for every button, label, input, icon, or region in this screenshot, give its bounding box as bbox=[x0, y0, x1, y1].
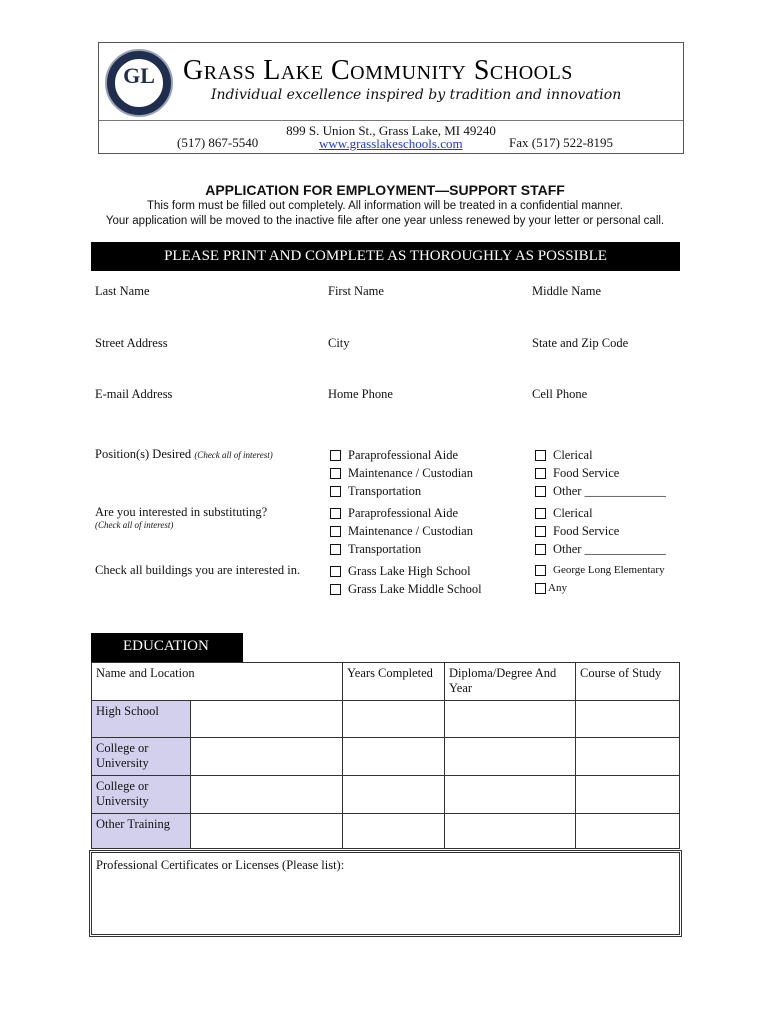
checkbox-box[interactable] bbox=[330, 566, 341, 577]
checkbox-sub-clerical[interactable] bbox=[535, 504, 666, 522]
high-school-course-cell[interactable] bbox=[576, 701, 680, 738]
college1-years-cell[interactable] bbox=[343, 738, 445, 776]
certificates-label: Professional Certificates or Licenses (Please list): bbox=[96, 858, 345, 872]
checkbox-paraprofessional-aide[interactable] bbox=[330, 446, 473, 464]
header-years-completed: Years Completed bbox=[343, 663, 445, 701]
substituting-note: (Check all of interest) bbox=[95, 520, 174, 530]
substituting-label: Are you interested in substituting? bbox=[95, 505, 268, 519]
checkbox-box[interactable] bbox=[535, 450, 546, 461]
checkbox-label: George Long Elementary bbox=[553, 564, 665, 576]
checkbox-sub-other[interactable] bbox=[535, 540, 666, 558]
positions-options-right bbox=[535, 446, 666, 500]
checkbox-box[interactable] bbox=[330, 544, 341, 555]
positions-desired-text: Position(s) Desired bbox=[95, 447, 195, 461]
college1-diploma-cell[interactable] bbox=[445, 738, 576, 776]
positions-desired-note: (Check all of interest) bbox=[194, 450, 273, 460]
last-name-field[interactable]: Last Name bbox=[95, 284, 150, 298]
school-phone: (517) 867-5540 bbox=[177, 135, 259, 150]
checkbox-label: Other _____________ bbox=[553, 483, 666, 498]
cell-phone-field[interactable]: Cell Phone bbox=[532, 387, 588, 401]
substituting-options-left bbox=[330, 504, 473, 558]
header-name-location: Name and Location bbox=[92, 663, 343, 701]
checkbox-other[interactable] bbox=[535, 482, 666, 500]
middle-name-field[interactable]: Middle Name bbox=[532, 284, 602, 298]
high-school-name-cell[interactable] bbox=[191, 701, 343, 738]
other-training-diploma-cell[interactable] bbox=[445, 814, 576, 849]
school-fax: Fax (517) 522-8195 bbox=[509, 135, 613, 150]
checkbox-box[interactable] bbox=[535, 508, 546, 519]
high-school-years-cell[interactable] bbox=[343, 701, 445, 738]
checkbox-box[interactable] bbox=[535, 526, 546, 537]
row-label-college-1: College or University bbox=[92, 738, 191, 776]
checkbox-any[interactable] bbox=[535, 579, 665, 597]
checkbox-label: Maintenance / Custodian bbox=[348, 523, 473, 538]
positions-desired-label bbox=[95, 447, 273, 462]
high-school-diploma-cell[interactable] bbox=[445, 701, 576, 738]
checkbox-box[interactable] bbox=[330, 450, 341, 461]
state-zip-field[interactable]: State and Zip Code bbox=[532, 336, 629, 350]
instructions-banner: PLEASE PRINT AND COMPLETE AS THOROUGHLY AS POSSIBLE bbox=[91, 242, 680, 271]
checkbox-label: Maintenance / Custodian bbox=[348, 465, 473, 480]
checkbox-label: Food Service bbox=[553, 465, 620, 480]
checkbox-label: Paraprofessional Aide bbox=[348, 447, 459, 462]
checkbox-label: Clerical bbox=[553, 447, 593, 462]
certificates-field[interactable] bbox=[91, 852, 680, 935]
row-label-high-school: High School bbox=[92, 701, 191, 738]
checkbox-box[interactable] bbox=[330, 486, 341, 497]
checkbox-box[interactable] bbox=[535, 565, 546, 576]
buildings-label: Check all buildings you are interested in. bbox=[95, 563, 301, 577]
checkbox-label: Grass Lake Middle School bbox=[348, 581, 482, 596]
checkbox-label: Grass Lake High School bbox=[348, 563, 471, 578]
education-table bbox=[91, 662, 680, 849]
checkbox-sub-maintenance-custodian[interactable] bbox=[330, 522, 473, 540]
other-training-course-cell[interactable] bbox=[576, 814, 680, 849]
buildings-options-right bbox=[535, 561, 665, 597]
checkbox-box[interactable] bbox=[535, 468, 546, 479]
school-name: Grass Lake Community Schools bbox=[183, 55, 573, 86]
substituting-options-right bbox=[535, 504, 666, 558]
checkbox-high-school[interactable] bbox=[330, 562, 482, 580]
other-training-name-cell[interactable] bbox=[191, 814, 343, 849]
checkbox-label: Transportation bbox=[348, 483, 422, 498]
checkbox-box[interactable] bbox=[535, 544, 546, 555]
checkbox-sub-food-service[interactable] bbox=[535, 522, 666, 540]
buildings-options-left bbox=[330, 562, 482, 598]
checkbox-label: Transportation bbox=[348, 541, 422, 556]
checkbox-label: Food Service bbox=[553, 523, 620, 538]
school-logo bbox=[105, 49, 173, 117]
checkbox-george-long-elementary[interactable] bbox=[535, 561, 665, 579]
college1-course-cell[interactable] bbox=[576, 738, 680, 776]
education-header-row bbox=[92, 663, 680, 701]
checkbox-sub-paraprofessional-aide[interactable] bbox=[330, 504, 473, 522]
first-name-field[interactable]: First Name bbox=[328, 284, 384, 298]
row-label-other-training: Other Training bbox=[92, 814, 191, 849]
letterhead bbox=[98, 42, 684, 154]
education-section-tab: EDUCATION bbox=[91, 633, 243, 662]
school-motto: Individual excellence inspired by tradition and innovation bbox=[211, 87, 622, 103]
checkbox-label: Other _____________ bbox=[553, 541, 666, 556]
email-field[interactable]: E-mail Address bbox=[95, 387, 173, 401]
college2-diploma-cell[interactable] bbox=[445, 776, 576, 814]
other-training-years-cell[interactable] bbox=[343, 814, 445, 849]
form-title: APPLICATION FOR EMPLOYMENT—SUPPORT STAFF bbox=[205, 182, 565, 198]
table-row bbox=[92, 776, 680, 814]
checkbox-transportation[interactable] bbox=[330, 482, 473, 500]
checkbox-label: Any bbox=[548, 582, 567, 594]
checkbox-box[interactable] bbox=[330, 584, 341, 595]
checkbox-box[interactable] bbox=[330, 526, 341, 537]
checkbox-sub-transportation[interactable] bbox=[330, 540, 473, 558]
college2-name-cell[interactable] bbox=[191, 776, 343, 814]
checkbox-label: Clerical bbox=[553, 505, 593, 520]
table-row bbox=[92, 738, 680, 776]
notice-inactive: Your application will be moved to the inactive file after one year unless renewed by your letter or personal call. bbox=[105, 215, 665, 227]
checkbox-box[interactable] bbox=[535, 486, 546, 497]
notice-confidential: This form must be filled out completely. All information will be treated in a confidential manner. bbox=[147, 200, 623, 212]
header-course-of-study: Course of Study bbox=[576, 663, 680, 701]
positions-options-left bbox=[330, 446, 473, 500]
school-address: 899 S. Union St., Grass Lake, MI 49240 bbox=[286, 123, 496, 138]
checkbox-box[interactable] bbox=[535, 583, 546, 594]
city-field[interactable]: City bbox=[328, 336, 350, 350]
logo-text: GL bbox=[123, 63, 155, 88]
checkbox-clerical[interactable] bbox=[535, 446, 666, 464]
home-phone-field[interactable]: Home Phone bbox=[328, 387, 393, 401]
college1-name-cell[interactable] bbox=[191, 738, 343, 776]
header-diploma-degree: Diploma/Degree And Year bbox=[445, 663, 576, 701]
street-address-field[interactable]: Street Address bbox=[95, 336, 168, 350]
checkbox-box[interactable] bbox=[330, 468, 341, 479]
checkbox-label: Paraprofessional Aide bbox=[348, 505, 459, 520]
checkbox-box[interactable] bbox=[330, 508, 341, 519]
table-row bbox=[92, 701, 680, 738]
checkbox-maintenance-custodian[interactable] bbox=[330, 464, 473, 482]
school-website-link[interactable]: www.grasslakeschools.com bbox=[319, 136, 463, 151]
row-label-college-2: College or University bbox=[92, 776, 191, 814]
college2-years-cell[interactable] bbox=[343, 776, 445, 814]
college2-course-cell[interactable] bbox=[576, 776, 680, 814]
table-row bbox=[92, 814, 680, 849]
letterhead-top bbox=[99, 43, 683, 121]
checkbox-middle-school[interactable] bbox=[330, 580, 482, 598]
checkbox-food-service[interactable] bbox=[535, 464, 666, 482]
